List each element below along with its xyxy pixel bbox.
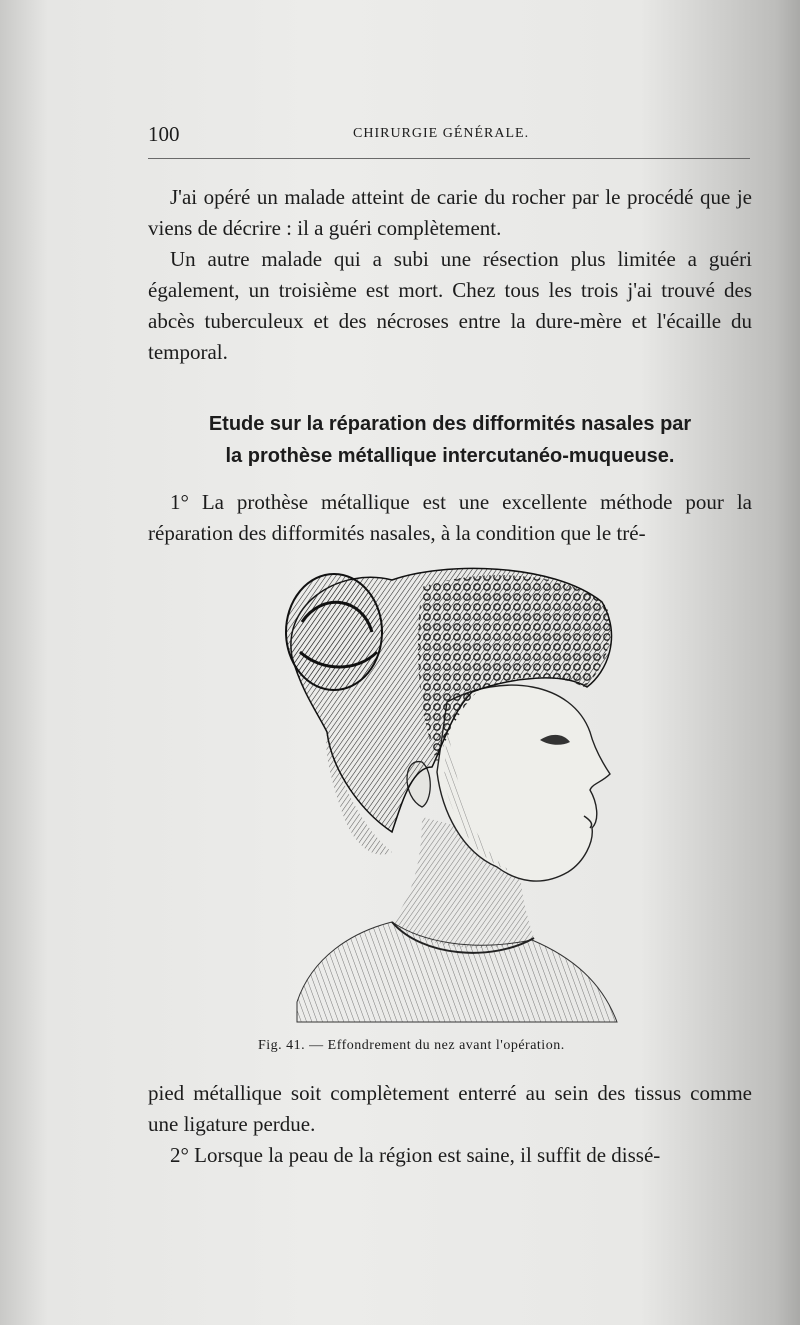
portrait-illustration bbox=[272, 562, 622, 1026]
page-number: 100 bbox=[148, 122, 180, 146]
text-block-middle bbox=[148, 487, 752, 549]
header-rule bbox=[148, 158, 750, 159]
section-heading bbox=[148, 408, 752, 472]
paragraph-1: J'ai opéré un malade atteint de carie du rocher par le procédé que je viens de décrire : il a guéri complètement. bbox=[148, 185, 752, 240]
paragraph-4: pied métallique soit complètement enterré au sein des tissus comme une ligature perdue. bbox=[148, 1081, 752, 1136]
running-head bbox=[148, 120, 750, 150]
text-block-top bbox=[148, 182, 752, 368]
text-block-bottom bbox=[148, 1078, 752, 1171]
heading-line-1: Etude sur la réparation des difformités nasales par bbox=[208, 413, 692, 435]
heading-line-2: la prothèse métallique intercutanéo-muqueuse. bbox=[225, 445, 675, 467]
engraving-portrait bbox=[272, 562, 622, 1026]
running-title: CHIRURGIE GÉNÉRALE. bbox=[353, 126, 530, 141]
paragraph-3: 1° La prothèse métallique est une excellente méthode pour la réparation des difformités nasales, à la condition que le tré- bbox=[148, 490, 752, 545]
paragraph-5: 2° Lorsque la peau de la région est saine, il suffit de dissé- bbox=[170, 1143, 661, 1167]
figure-caption: Fig. 41. — Effondrement du nez avant l'opération. bbox=[258, 1038, 565, 1053]
paragraph-2: Un autre malade qui a subi une résection plus limitée a guéri également, un troisième est mort. Chez tous les trois j'ai trouvé des abcès tuberculeux et des nécroses entre la dure-mère et l'écaille du temporal. bbox=[148, 247, 752, 364]
